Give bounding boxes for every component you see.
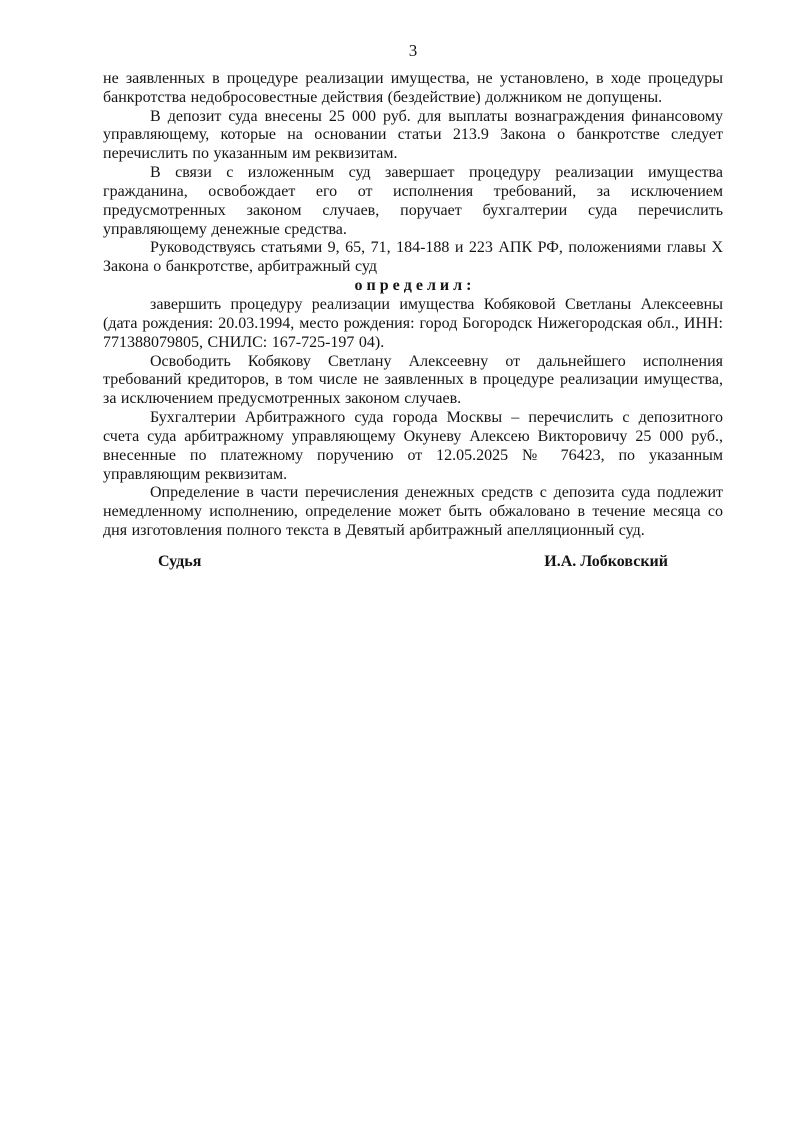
paragraph-release-from-claims: Освободить Кобякову Светлану Алексеевну от дальнейшего исполнения требований кредиторов, в том числе не заявленных в процедуре реализации имущества, за исключением предусмотренных законом случаев. (103, 352, 723, 408)
signature-row (103, 553, 723, 572)
paragraph-procedure-completion: В связи с изложенным суд завершает процедуру реализации имущества гражданина, освобождает его от исполнения требований, за исключением предусмотренных законом случаев, поручает бухгалтерии суда перечислить управляющему денежные средства. (103, 164, 723, 238)
paragraph-court-deposit: В депозит суда внесены 25 000 руб. для выплаты вознаграждения финансовому управляющему, которые на основании статьи 213.9 Закона о банкротстве следует перечислить по указанным им реквизитам. (103, 107, 723, 163)
paragraph-debtor-details: завершить процедуру реализации имущества Кобяковой Светланы Алексеевны (дата рождения: 20.03.1994, место рождения: город Богородск Нижегородская обл., ИНН: 771388079805, СНИЛС: 167-725-197 04). (103, 295, 723, 351)
ruling-heading: о п р е д е л и л : (354, 277, 472, 295)
judge-name: И.А. Лобковский (544, 552, 668, 570)
judge-role-label: Судья (158, 552, 202, 570)
paragraph-accounting-transfer: Бухгалтерии Арбитражного суда города Москвы – перечислить с депозитного счета суда арбитражному управляющему Окуневу Алексею Викторовичу 25 000 руб., внесенные по платежному поручению от 12.05.2025 № 76423, по указанным управляющим реквизитам. (103, 409, 723, 483)
paragraph-legal-basis: Руководствуясь статьями 9, 65, 71, 184-188 и 223 АПК РФ, положениями главы X Закона о банкротстве, арбитражный суд (103, 239, 723, 276)
page-number: 3 (408, 41, 418, 60)
paragraph-bankruptcy-findings: не заявленных в процедуре реализации имущества, не установлено, в ходе процедуры банкротства недобросовестные действия (бездействие) должником не допущены. (103, 69, 723, 106)
document-content (103, 42, 723, 572)
paragraph-appeal-terms: Определение в части перечисления денежных средств с депозита суда подлежит немедленному исполнению, определение может быть обжаловано в течение месяца со дня изготовления полного текста в Девятый арбитражный апелляционный суд. (103, 484, 723, 540)
